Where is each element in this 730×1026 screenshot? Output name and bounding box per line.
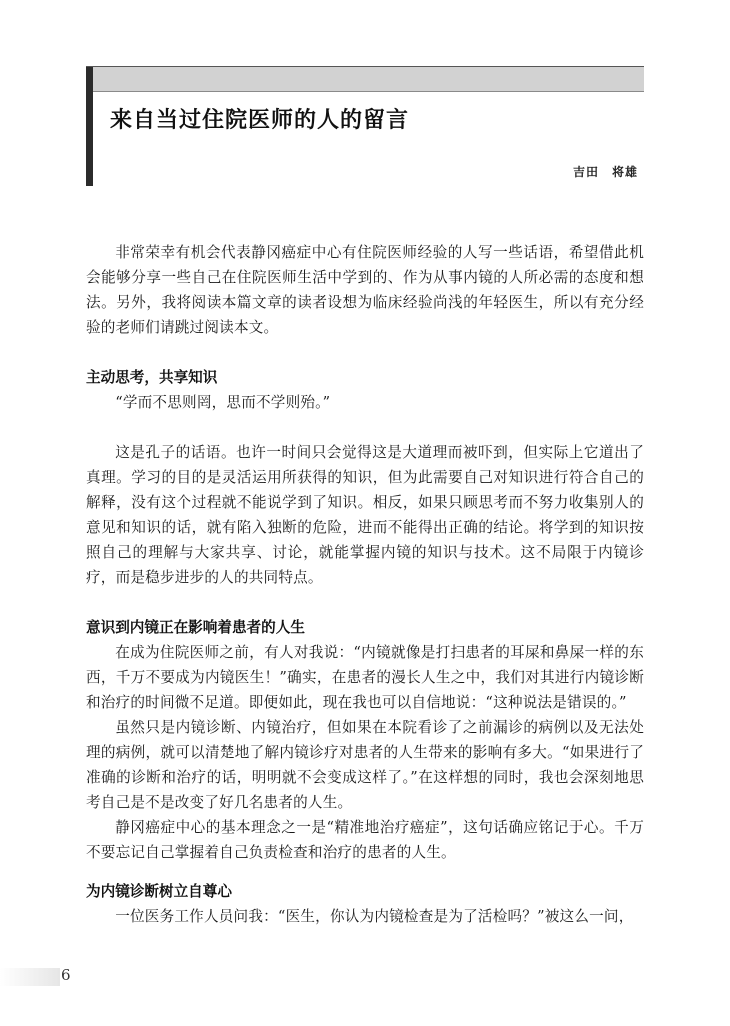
page-number: 6 — [61, 966, 71, 984]
section-paragraph: 一位医务工作人员问我：“医生，你认为内镜检查是为了活检吗？”被这么一问， — [115, 908, 634, 925]
section-heading-think-share: 主动思考，共享知识 — [86, 369, 218, 386]
article-body — [86, 240, 644, 929]
spacer — [86, 590, 644, 615]
section-paragraph: 静冈癌症中心的基本理念之一是“精准地治疗癌症”，这句话确应铭记于心。千万不要忘记自己掌握着自己负责检查和治疗的患者的人生。 — [86, 819, 644, 861]
section-paragraph: 这是孔子的话语。也许一时间只会觉得这是大道理而被吓到，但实际上它道出了真理。学习的目的是灵活运用所获得的知识，但为此需要自己对知识进行符合自己的解释，没有这个过程就不能说学到了知识。相反，如果只顾思考而不努力收集别人的意见和知识的话，就有陷入独断的危险，进而不能得出正确的结论。将学到的知识按照自己的理解与大家共享、讨论，就能掌握内镜的知识与技术。这不局限于内镜诊疗，而是稳步进步的人的共同特点。 — [86, 444, 644, 586]
quote-confucius: “学而不思则罔，思而不学则殆。” — [115, 394, 331, 411]
page-title: 来自当过住院医师的人的留言 — [110, 108, 410, 133]
header-gray-band — [93, 67, 644, 92]
article-header — [86, 66, 644, 186]
section-heading-patient-life: 意识到内镜正在影响着患者的人生 — [86, 619, 305, 636]
author-name: 吉田 将雄 — [572, 165, 638, 179]
section-paragraph: 在成为住院医师之前，有人对我说：“内镜就像是打扫患者的耳屎和鼻屎一样的东西，千万不要成为内镜医生！”确实，在患者的漫长人生之中，我们对其进行内镜诊断和治疗的时间微不足道。即便如此，现在我也可以自信地说：“这种说法是错误的。” — [86, 644, 644, 711]
intro-paragraph: 非常荣幸有机会代表静冈癌症中心有住院医师经验的人写一些话语，希望借此机会能够分享一些自己在住院医师生活中学到的、作为从事内镜的人所必需的态度和想法。另外，我将阅读本篇文章的读者设想为临床经验尚浅的年轻医生，所以有充分经验的老师们请跳过阅读本文。 — [86, 244, 644, 336]
section-heading-self-esteem: 为内镜诊断树立自尊心 — [86, 883, 232, 900]
spacer — [86, 340, 644, 365]
section-paragraph: 虽然只是内镜诊断、内镜治疗，但如果在本院看诊了之前漏诊的病例以及无法处理的病例，就可以清楚地了解内镜诊疗对患者的人生带来的影响有多大。“如果进行了准确的诊断和治疗的话，明明就不会变成这样了。”在这样想的同时，我也会深刻地思考自己是不是改变了好几名患者的人生。 — [86, 719, 644, 811]
header-accent-bar — [86, 67, 93, 186]
footer-gradient-strip — [0, 968, 60, 986]
spacer — [86, 865, 644, 879]
